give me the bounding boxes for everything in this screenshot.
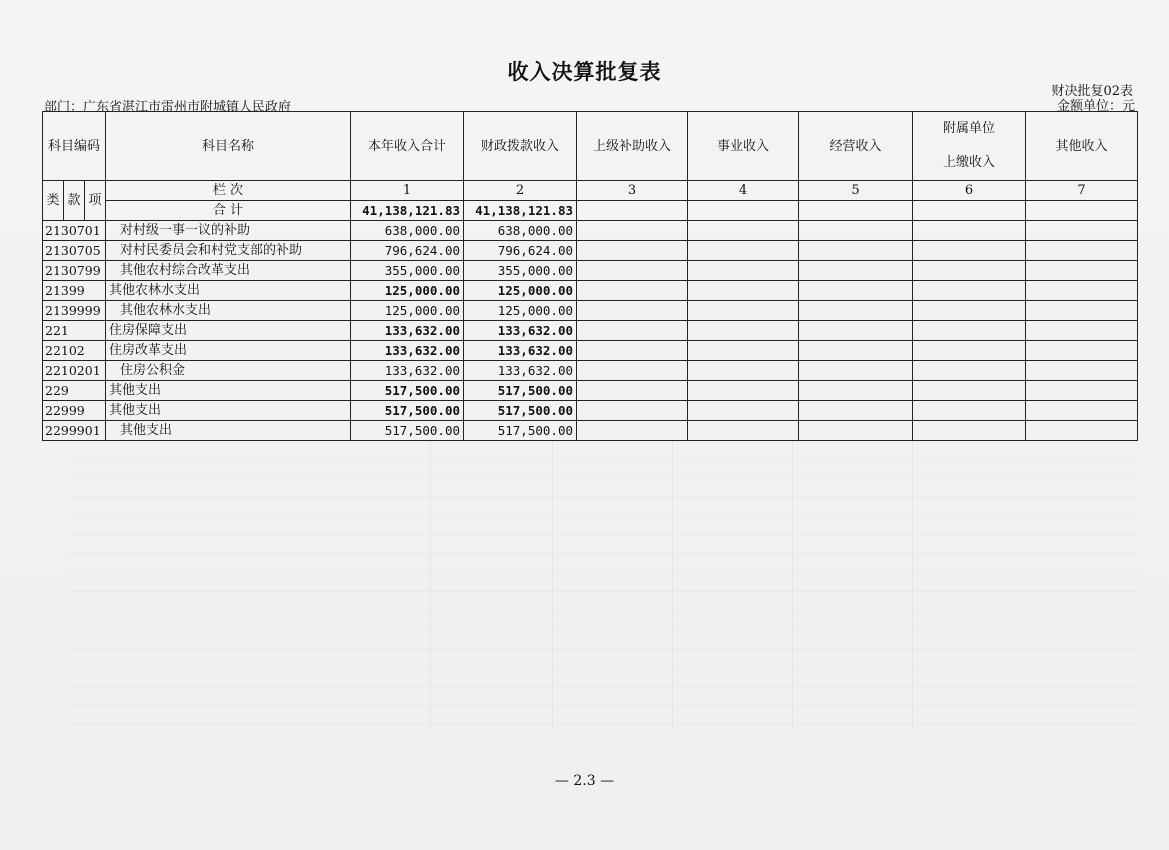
fiscal-income-cell: 133,632.00 xyxy=(464,341,577,361)
ghost-line xyxy=(552,440,553,730)
form-code: 财决批复02表 xyxy=(1051,84,1133,99)
total-row xyxy=(43,201,1138,221)
table-row xyxy=(43,401,1138,421)
empty-cell xyxy=(577,361,688,381)
data-rows xyxy=(43,221,1138,441)
empty-cell xyxy=(1026,201,1138,221)
empty-cell xyxy=(913,281,1026,301)
empty-cell xyxy=(799,261,913,281)
ghost-line xyxy=(912,440,913,730)
empty-cell xyxy=(799,341,913,361)
empty-cell xyxy=(688,381,799,401)
bleed-through-shadow xyxy=(68,440,1138,730)
income-table xyxy=(42,111,1138,441)
fiscal-income-cell: 133,632.00 xyxy=(464,321,577,341)
ghost-line xyxy=(672,440,673,730)
table-row xyxy=(43,241,1138,261)
total-income-cell: 125,000.00 xyxy=(351,301,464,321)
empty-cell xyxy=(577,281,688,301)
header-col-3: 上级补助收入 xyxy=(577,112,688,181)
subject-code: 2130799 xyxy=(43,261,106,281)
empty-cell xyxy=(688,301,799,321)
header-name: 科目名称 xyxy=(106,112,351,181)
header-xiang: 项 xyxy=(85,181,106,221)
total-income-cell: 133,632.00 xyxy=(351,321,464,341)
fiscal-income-cell: 125,000.00 xyxy=(464,281,577,301)
empty-cell xyxy=(913,201,1026,221)
empty-cell xyxy=(688,241,799,261)
empty-cell xyxy=(688,201,799,221)
subject-name: 其他农林水支出 xyxy=(106,301,351,321)
empty-cell xyxy=(688,341,799,361)
amount-unit: 金额单位：元 xyxy=(1056,99,1135,114)
empty-cell xyxy=(577,341,688,361)
table-row xyxy=(43,361,1138,381)
fiscal-income-cell: 125,000.00 xyxy=(464,301,577,321)
ghost-line xyxy=(792,440,793,730)
total-label: 合 计 xyxy=(106,201,351,221)
table-row xyxy=(43,341,1138,361)
total-income-cell: 133,632.00 xyxy=(351,341,464,361)
fiscal-income-cell: 638,000.00 xyxy=(464,221,577,241)
col-number-1: 1 xyxy=(351,181,464,201)
total-income-cell: 517,500.00 xyxy=(351,381,464,401)
subject-name: 住房改革支出 xyxy=(106,341,351,361)
subject-name: 住房公积金 xyxy=(106,361,351,381)
empty-cell xyxy=(913,401,1026,421)
header-kuan: 款 xyxy=(64,181,85,221)
table-row xyxy=(43,261,1138,281)
header-code: 科目编码 xyxy=(43,112,106,181)
empty-cell xyxy=(799,301,913,321)
header-col-5: 经营收入 xyxy=(799,112,913,181)
fiscal-income-cell: 133,632.00 xyxy=(464,361,577,381)
empty-cell xyxy=(577,421,688,441)
empty-cell xyxy=(913,341,1026,361)
table-row xyxy=(43,321,1138,341)
subject-code: 2210201 xyxy=(43,361,106,381)
empty-cell xyxy=(1026,321,1138,341)
total-income-cell: 133,632.00 xyxy=(351,361,464,381)
empty-cell xyxy=(1026,341,1138,361)
empty-cell xyxy=(688,401,799,421)
empty-cell xyxy=(1026,381,1138,401)
empty-cell xyxy=(799,361,913,381)
ghost-line xyxy=(430,440,431,730)
subject-code: 221 xyxy=(43,321,106,341)
table-row xyxy=(43,421,1138,441)
empty-cell xyxy=(799,281,913,301)
col-number-5: 5 xyxy=(799,181,913,201)
empty-cell xyxy=(577,261,688,281)
subject-name: 对村级一事一议的补助 xyxy=(106,221,351,241)
table-row xyxy=(43,301,1138,321)
empty-cell xyxy=(688,361,799,381)
col-number-7: 7 xyxy=(1026,181,1138,201)
empty-cell xyxy=(1026,261,1138,281)
department-label: 部门：广东省湛江市雷州市附城镇人民政府 xyxy=(44,100,292,115)
empty-cell xyxy=(577,241,688,261)
fiscal-income-cell: 517,500.00 xyxy=(464,401,577,421)
subject-name: 其他支出 xyxy=(106,381,351,401)
fiscal-income-cell: 517,500.00 xyxy=(464,421,577,441)
header-col-1: 本年收入合计 xyxy=(351,112,464,181)
total-income-cell: 125,000.00 xyxy=(351,281,464,301)
total-fiscal: 41,138,121.83 xyxy=(464,201,577,221)
col-number-4: 4 xyxy=(688,181,799,201)
empty-cell xyxy=(577,321,688,341)
fiscal-income-cell: 517,500.00 xyxy=(464,381,577,401)
subject-code: 2139999 xyxy=(43,301,106,321)
empty-cell xyxy=(688,421,799,441)
total-income-cell: 517,500.00 xyxy=(351,421,464,441)
empty-cell xyxy=(688,281,799,301)
subject-code: 22999 xyxy=(43,401,106,421)
lan-ci-label: 栏 次 xyxy=(106,181,351,201)
total-income-cell: 638,000.00 xyxy=(351,221,464,241)
empty-cell xyxy=(913,301,1026,321)
subject-code: 21399 xyxy=(43,281,106,301)
total-income-cell: 517,500.00 xyxy=(351,401,464,421)
subject-name: 住房保障支出 xyxy=(106,321,351,341)
empty-cell xyxy=(577,401,688,421)
empty-cell xyxy=(913,221,1026,241)
column-number-row xyxy=(43,181,1138,201)
empty-cell xyxy=(799,321,913,341)
fiscal-income-cell: 796,624.00 xyxy=(464,241,577,261)
empty-cell xyxy=(913,261,1026,281)
col-number-2: 2 xyxy=(464,181,577,201)
empty-cell xyxy=(688,221,799,241)
table-row xyxy=(43,221,1138,241)
subject-code: 2130705 xyxy=(43,241,106,261)
header-col-6 xyxy=(913,112,1026,181)
empty-cell xyxy=(688,261,799,281)
empty-cell xyxy=(913,241,1026,261)
subject-code: 2299901 xyxy=(43,421,106,441)
total-income-cell: 796,624.00 xyxy=(351,241,464,261)
subject-name: 其他支出 xyxy=(106,401,351,421)
empty-cell xyxy=(799,421,913,441)
header-col-2: 财政拨款收入 xyxy=(464,112,577,181)
fiscal-income-cell: 355,000.00 xyxy=(464,261,577,281)
empty-cell xyxy=(799,381,913,401)
col-number-3: 3 xyxy=(577,181,688,201)
empty-cell xyxy=(799,241,913,261)
subject-name: 其他农林水支出 xyxy=(106,281,351,301)
empty-cell xyxy=(913,321,1026,341)
header-col-6-line1: 附属单位 xyxy=(942,121,995,136)
empty-cell xyxy=(799,401,913,421)
subject-code: 229 xyxy=(43,381,106,401)
empty-cell xyxy=(1026,241,1138,261)
subject-code: 2130701 xyxy=(43,221,106,241)
page-title: 收入决算批复表 xyxy=(507,59,662,84)
empty-cell xyxy=(1026,221,1138,241)
empty-cell xyxy=(1026,361,1138,381)
header-col-4: 事业收入 xyxy=(688,112,799,181)
total-income: 41,138,121.83 xyxy=(351,201,464,221)
empty-cell xyxy=(577,201,688,221)
subject-code: 22102 xyxy=(43,341,106,361)
page-number: — 2.3 — xyxy=(554,773,615,789)
empty-cell xyxy=(577,381,688,401)
empty-cell xyxy=(688,321,799,341)
subject-name: 对村民委员会和村党支部的补助 xyxy=(106,241,351,261)
col-number-6: 6 xyxy=(913,181,1026,201)
header-col-7: 其他收入 xyxy=(1026,112,1138,181)
subject-name: 其他支出 xyxy=(106,421,351,441)
table-row xyxy=(43,381,1138,401)
header-col-6-line2: 上缴收入 xyxy=(942,155,995,170)
empty-cell xyxy=(799,201,913,221)
header-lei: 类 xyxy=(43,181,64,221)
empty-cell xyxy=(1026,421,1138,441)
empty-cell xyxy=(1026,401,1138,421)
empty-cell xyxy=(913,381,1026,401)
empty-cell xyxy=(799,221,913,241)
empty-cell xyxy=(1026,281,1138,301)
empty-cell xyxy=(1026,301,1138,321)
empty-cell xyxy=(913,421,1026,441)
table-row xyxy=(43,281,1138,301)
empty-cell xyxy=(913,361,1026,381)
total-income-cell: 355,000.00 xyxy=(351,261,464,281)
header-row xyxy=(43,112,1138,181)
empty-cell xyxy=(577,301,688,321)
subject-name: 其他农村综合改革支出 xyxy=(106,261,351,281)
empty-cell xyxy=(577,221,688,241)
